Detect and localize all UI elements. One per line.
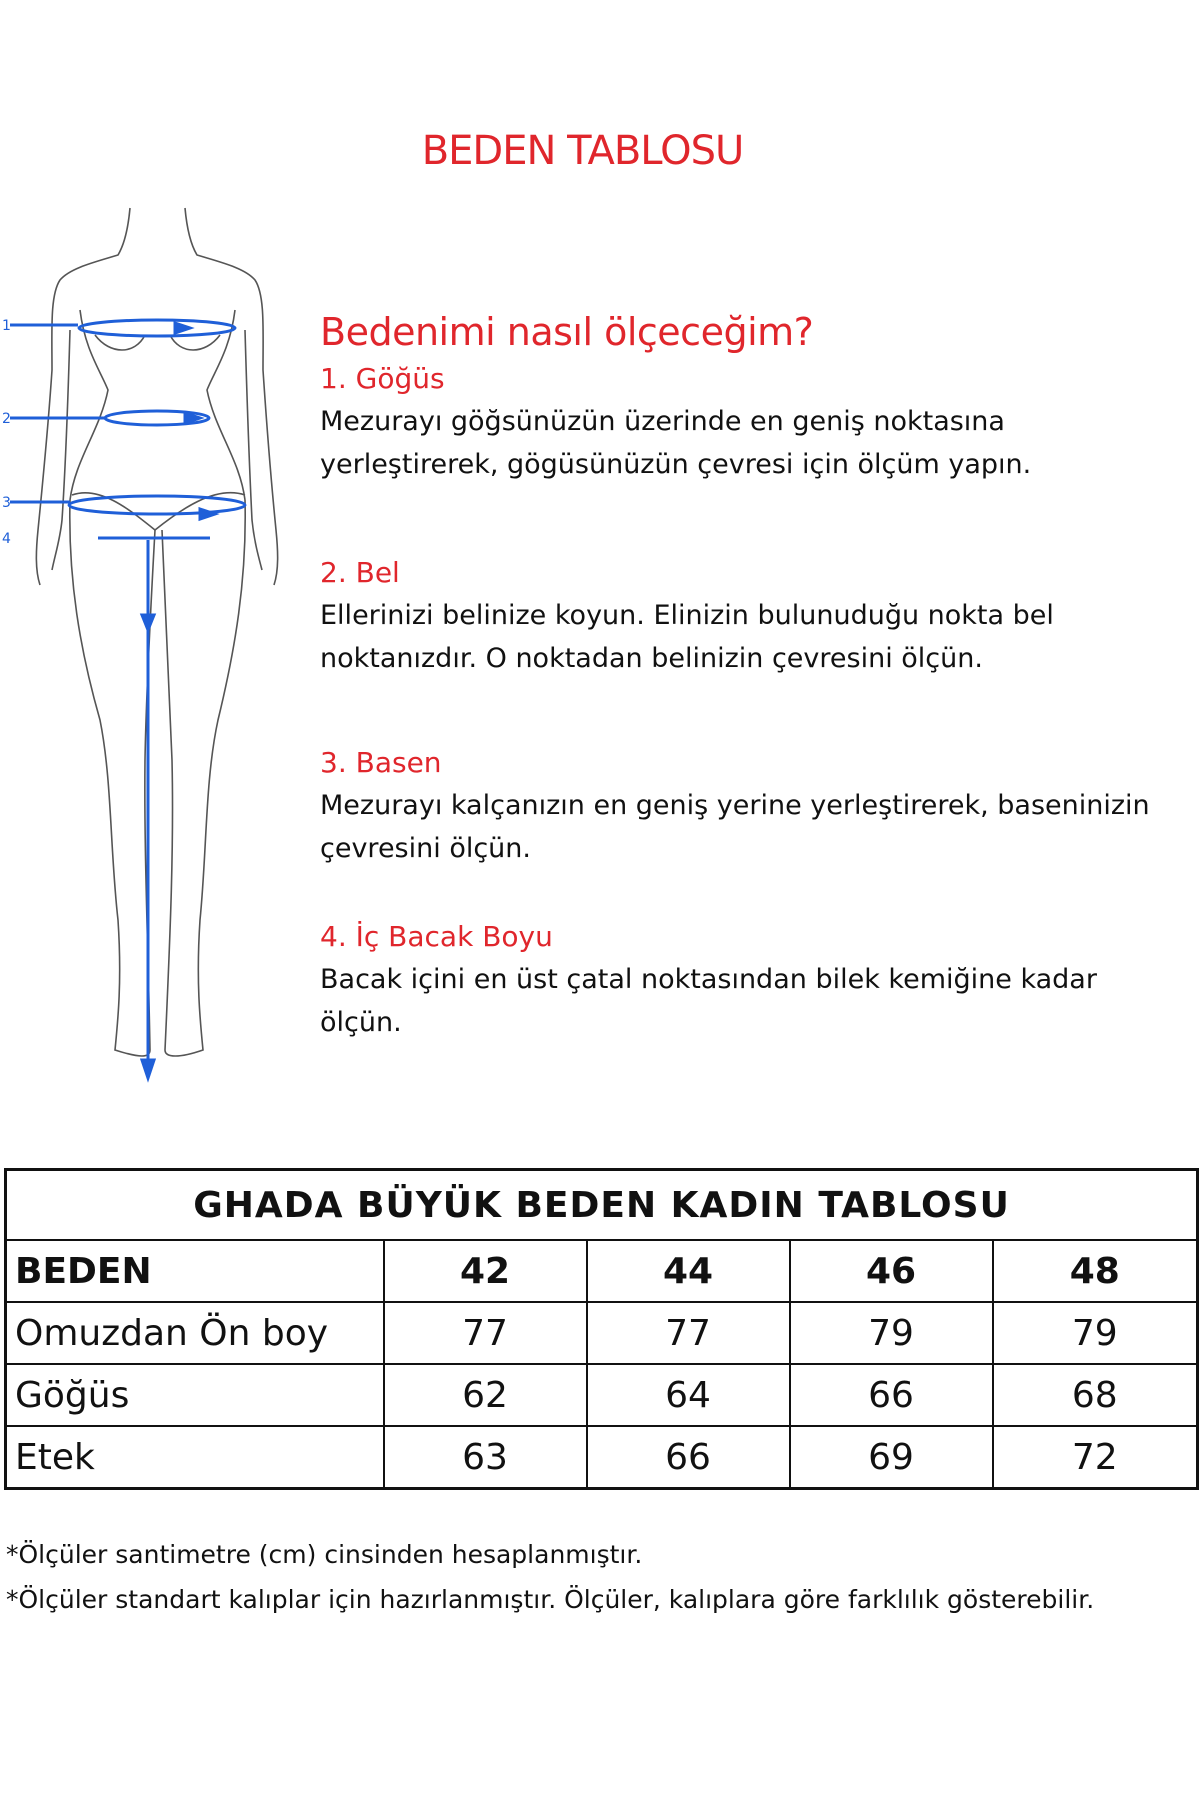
row-label: Omuzdan Ön boy [6,1302,384,1364]
section-heading-waist: 2. Bel [320,556,400,589]
table-cell: 79 [790,1302,993,1364]
table-cell: 77 [587,1302,790,1364]
header-size: 46 [790,1240,993,1302]
note-units: *Ölçüler santimetre (cm) cinsinden hesaplanmıştır. [6,1540,643,1569]
section-heading-chest: 1. Göğüs [320,362,445,395]
header-size: 42 [384,1240,587,1302]
section-heading-inseam: 4. İç Bacak Boyu [320,920,553,953]
guide-question: Bedenimi nasıl ölçeceğim? [320,310,814,354]
row-label: Etek [6,1426,384,1489]
size-table-caption: GHADA BÜYÜK BEDEN KADIN TABLOSU [6,1170,1198,1241]
row-label: Göğüs [6,1364,384,1426]
page-title: BEDEN TABLOSU [421,128,744,174]
table-row [6,1426,1198,1489]
table-row [6,1302,1198,1364]
table-cell: 79 [993,1302,1198,1364]
body-measurement-figure [0,200,290,1085]
section-body-waist: Ellerinizi belinize koyun. Elinizin bulunuduğu nokta bel noktanızdır. O noktadan belinizin çevresini ölçün. [320,600,1054,674]
header-size: 44 [587,1240,790,1302]
table-cell: 68 [993,1364,1198,1426]
table-cell: 62 [384,1364,587,1426]
table-cell: 64 [587,1364,790,1426]
table-cell: 77 [384,1302,587,1364]
header-size: 48 [993,1240,1198,1302]
section-body-hips: Mezurayı kalçanızın en geniş yerine yerleştirerek, baseninizin çevresini ölçün. [320,790,1150,864]
table-cell: 66 [790,1364,993,1426]
table-cell: 72 [993,1426,1198,1489]
table-row [6,1364,1198,1426]
section-body-inseam: Bacak içini en üst çatal noktasından bilek kemiğine kadar ölçün. [320,964,1097,1038]
marker-3: 3 [2,495,11,511]
size-table [4,1168,1199,1490]
section-body-chest: Mezurayı göğsünüzün üzerinde en geniş noktasına yerleştirerek, gögüsünüzün çevresi için ölçüm yapın. [320,406,1032,480]
marker-1: 1 [2,318,11,334]
table-header-row [6,1240,1198,1302]
table-cell: 66 [587,1426,790,1489]
marker-4: 4 [2,531,11,547]
table-cell: 69 [790,1426,993,1489]
section-heading-hips: 3. Basen [320,746,442,779]
table-cell: 63 [384,1426,587,1489]
marker-2: 2 [2,411,11,427]
header-label: BEDEN [6,1240,384,1302]
note-standard-patterns: *Ölçüler standart kalıplar için hazırlanmıştır. Ölçüler, kalıplara göre farklılık gösterebilir. [6,1585,1095,1614]
